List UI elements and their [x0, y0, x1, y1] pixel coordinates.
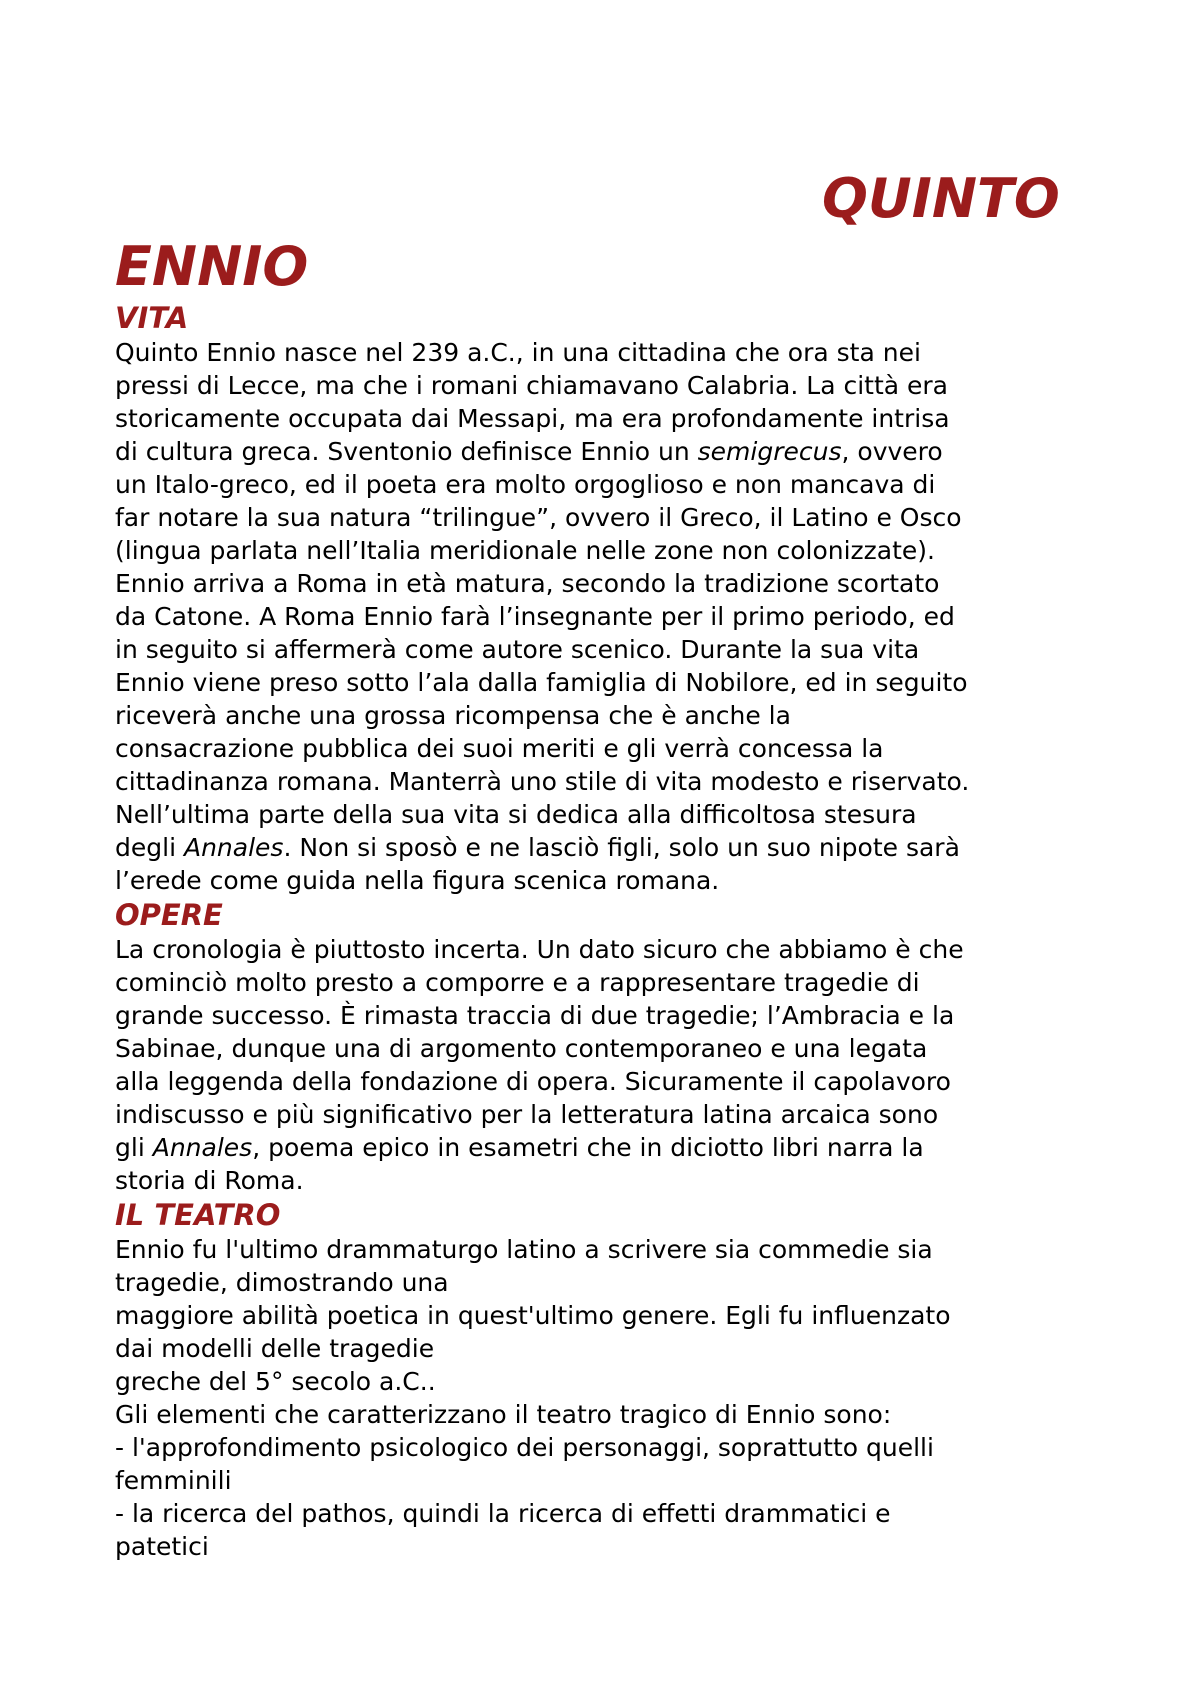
- document-title-line-2: ENNIO: [115, 235, 309, 298]
- section-heading-il-teatro: IL TEATRO: [115, 1198, 281, 1232]
- text-segment: Ennio viene preso sotto l’ala dalla famiglia di Nobilore, ed in seguito: [115, 668, 968, 697]
- text-line: [115, 402, 1095, 435]
- text-line: [115, 435, 1095, 468]
- italic-term: semigrecus: [697, 437, 842, 466]
- text-line: [115, 534, 1095, 567]
- text-segment: gli: [115, 1133, 153, 1162]
- text-segment: Quinto Ennio nasce nel 239 a.C., in una cittadina che ora sta nei: [115, 338, 921, 367]
- text-segment: di cultura greca. Sventonio definisce Ennio un: [115, 437, 698, 466]
- text-segment: tragedie, dimostrando una: [115, 1268, 449, 1297]
- text-segment: (lingua parlata nell’Italia meridionale nelle zone non colonizzate).: [115, 536, 935, 565]
- text-line: [115, 1131, 1095, 1164]
- text-segment: cominciò molto presto a comporre e a rappresentare tragedie di: [115, 968, 920, 997]
- italic-term: Annales: [152, 1133, 253, 1162]
- text-line: [115, 999, 1095, 1032]
- section-heading-opere: OPERE: [115, 898, 223, 932]
- text-segment: grande successo. È rimasta traccia di due tragedie; l’Ambracia e la: [115, 1001, 955, 1030]
- text-segment: l’erede come guida nella figura scenica romana.: [115, 866, 720, 895]
- text-segment: , ovvero: [841, 437, 943, 466]
- text-segment: greche del 5° secolo a.C..: [115, 1367, 436, 1396]
- text-segment: in seguito si affermerà come autore scenico. Durante la sua vita: [115, 635, 920, 664]
- text-segment: - l'approfondimento psicologico dei personaggi, soprattutto quelli: [115, 1433, 934, 1462]
- text-line: [115, 1530, 1095, 1563]
- italic-term: Annales: [183, 833, 284, 862]
- text-line: [115, 699, 1095, 732]
- text-line: [115, 336, 1095, 369]
- text-segment: . Non si sposò e ne lasciò figli, solo un suo nipote sarà: [283, 833, 960, 862]
- text-segment: femminili: [115, 1466, 232, 1495]
- text-line: [115, 831, 1095, 864]
- text-segment: storicamente occupata dai Messapi, ma era profondamente intrisa: [115, 404, 950, 433]
- document-title-line-1: QUINTO: [822, 167, 1060, 230]
- text-segment: patetici: [115, 1532, 209, 1561]
- text-line: [115, 1266, 1095, 1299]
- text-segment: Ennio arriva a Roma in età matura, secondo la tradizione scortato: [115, 569, 940, 598]
- text-line: [115, 798, 1095, 831]
- section-heading-vita: VITA: [115, 301, 189, 335]
- text-line: [115, 633, 1095, 666]
- document-body: [115, 300, 1095, 1563]
- text-line: [115, 1233, 1095, 1266]
- text-segment: Gli elementi che caratterizzano il teatro tragico di Ennio sono:: [115, 1400, 892, 1429]
- text-line: [115, 600, 1095, 633]
- text-segment: pressi di Lecce, ma che i romani chiamavano Calabria. La città era: [115, 371, 948, 400]
- text-line: [115, 1497, 1095, 1530]
- section-paragraph-il-teatro: [115, 1233, 1095, 1563]
- text-line: [115, 1032, 1095, 1065]
- text-line: [115, 1365, 1095, 1398]
- text-segment: far notare la sua natura “trilingue”, ovvero il Greco, il Latino e Osco: [115, 503, 962, 532]
- text-segment: riceverà anche una grossa ricompensa che è anche la: [115, 701, 791, 730]
- text-line: [115, 1431, 1095, 1464]
- text-line: [115, 468, 1095, 501]
- text-line: [115, 567, 1095, 600]
- text-segment: Sabinae, dunque una di argomento contemporaneo e una legata: [115, 1034, 928, 1063]
- text-segment: consacrazione pubblica dei suoi meriti e gli verrà concessa la: [115, 734, 884, 763]
- text-segment: degli: [115, 833, 184, 862]
- text-line: [115, 765, 1095, 798]
- text-line: [115, 666, 1095, 699]
- text-segment: cittadinanza romana. Manterrà uno stile di vita modesto e riservato.: [115, 767, 970, 796]
- text-line: [115, 864, 1095, 897]
- section-paragraph-opere: [115, 933, 1095, 1197]
- text-line: [115, 1098, 1095, 1131]
- text-line: [115, 1065, 1095, 1098]
- text-line: [115, 1299, 1095, 1332]
- text-line: [115, 966, 1095, 999]
- text-line: [115, 933, 1095, 966]
- text-segment: La cronologia è piuttosto incerta. Un dato sicuro che abbiamo è che: [115, 935, 964, 964]
- text-segment: storia di Roma.: [115, 1166, 304, 1195]
- text-segment: Nell’ultima parte della sua vita si dedica alla difficoltosa stesura: [115, 800, 917, 829]
- section-paragraph-vita: [115, 336, 1095, 897]
- text-line: [115, 501, 1095, 534]
- text-line: [115, 1464, 1095, 1497]
- text-segment: - la ricerca del pathos, quindi la ricerca di effetti drammatici e: [115, 1499, 891, 1528]
- text-segment: indiscusso e più significativo per la letteratura latina arcaica sono: [115, 1100, 939, 1129]
- text-segment: da Catone. A Roma Ennio farà l’insegnante per il primo periodo, ed: [115, 602, 955, 631]
- text-segment: , poema epico in esametri che in diciotto libri narra la: [252, 1133, 924, 1162]
- text-line: [115, 732, 1095, 765]
- text-line: [115, 1398, 1095, 1431]
- text-segment: maggiore abilità poetica in quest'ultimo genere. Egli fu influenzato: [115, 1301, 951, 1330]
- text-segment: alla leggenda della fondazione di opera. Sicuramente il capolavoro: [115, 1067, 951, 1096]
- text-line: [115, 369, 1095, 402]
- text-line: [115, 1164, 1095, 1197]
- text-line: [115, 1332, 1095, 1365]
- text-segment: Ennio fu l'ultimo drammaturgo latino a scrivere sia commedie sia: [115, 1235, 933, 1264]
- text-segment: un Italo-greco, ed il poeta era molto orgoglioso e non mancava di: [115, 470, 936, 499]
- text-segment: dai modelli delle tragedie: [115, 1334, 435, 1363]
